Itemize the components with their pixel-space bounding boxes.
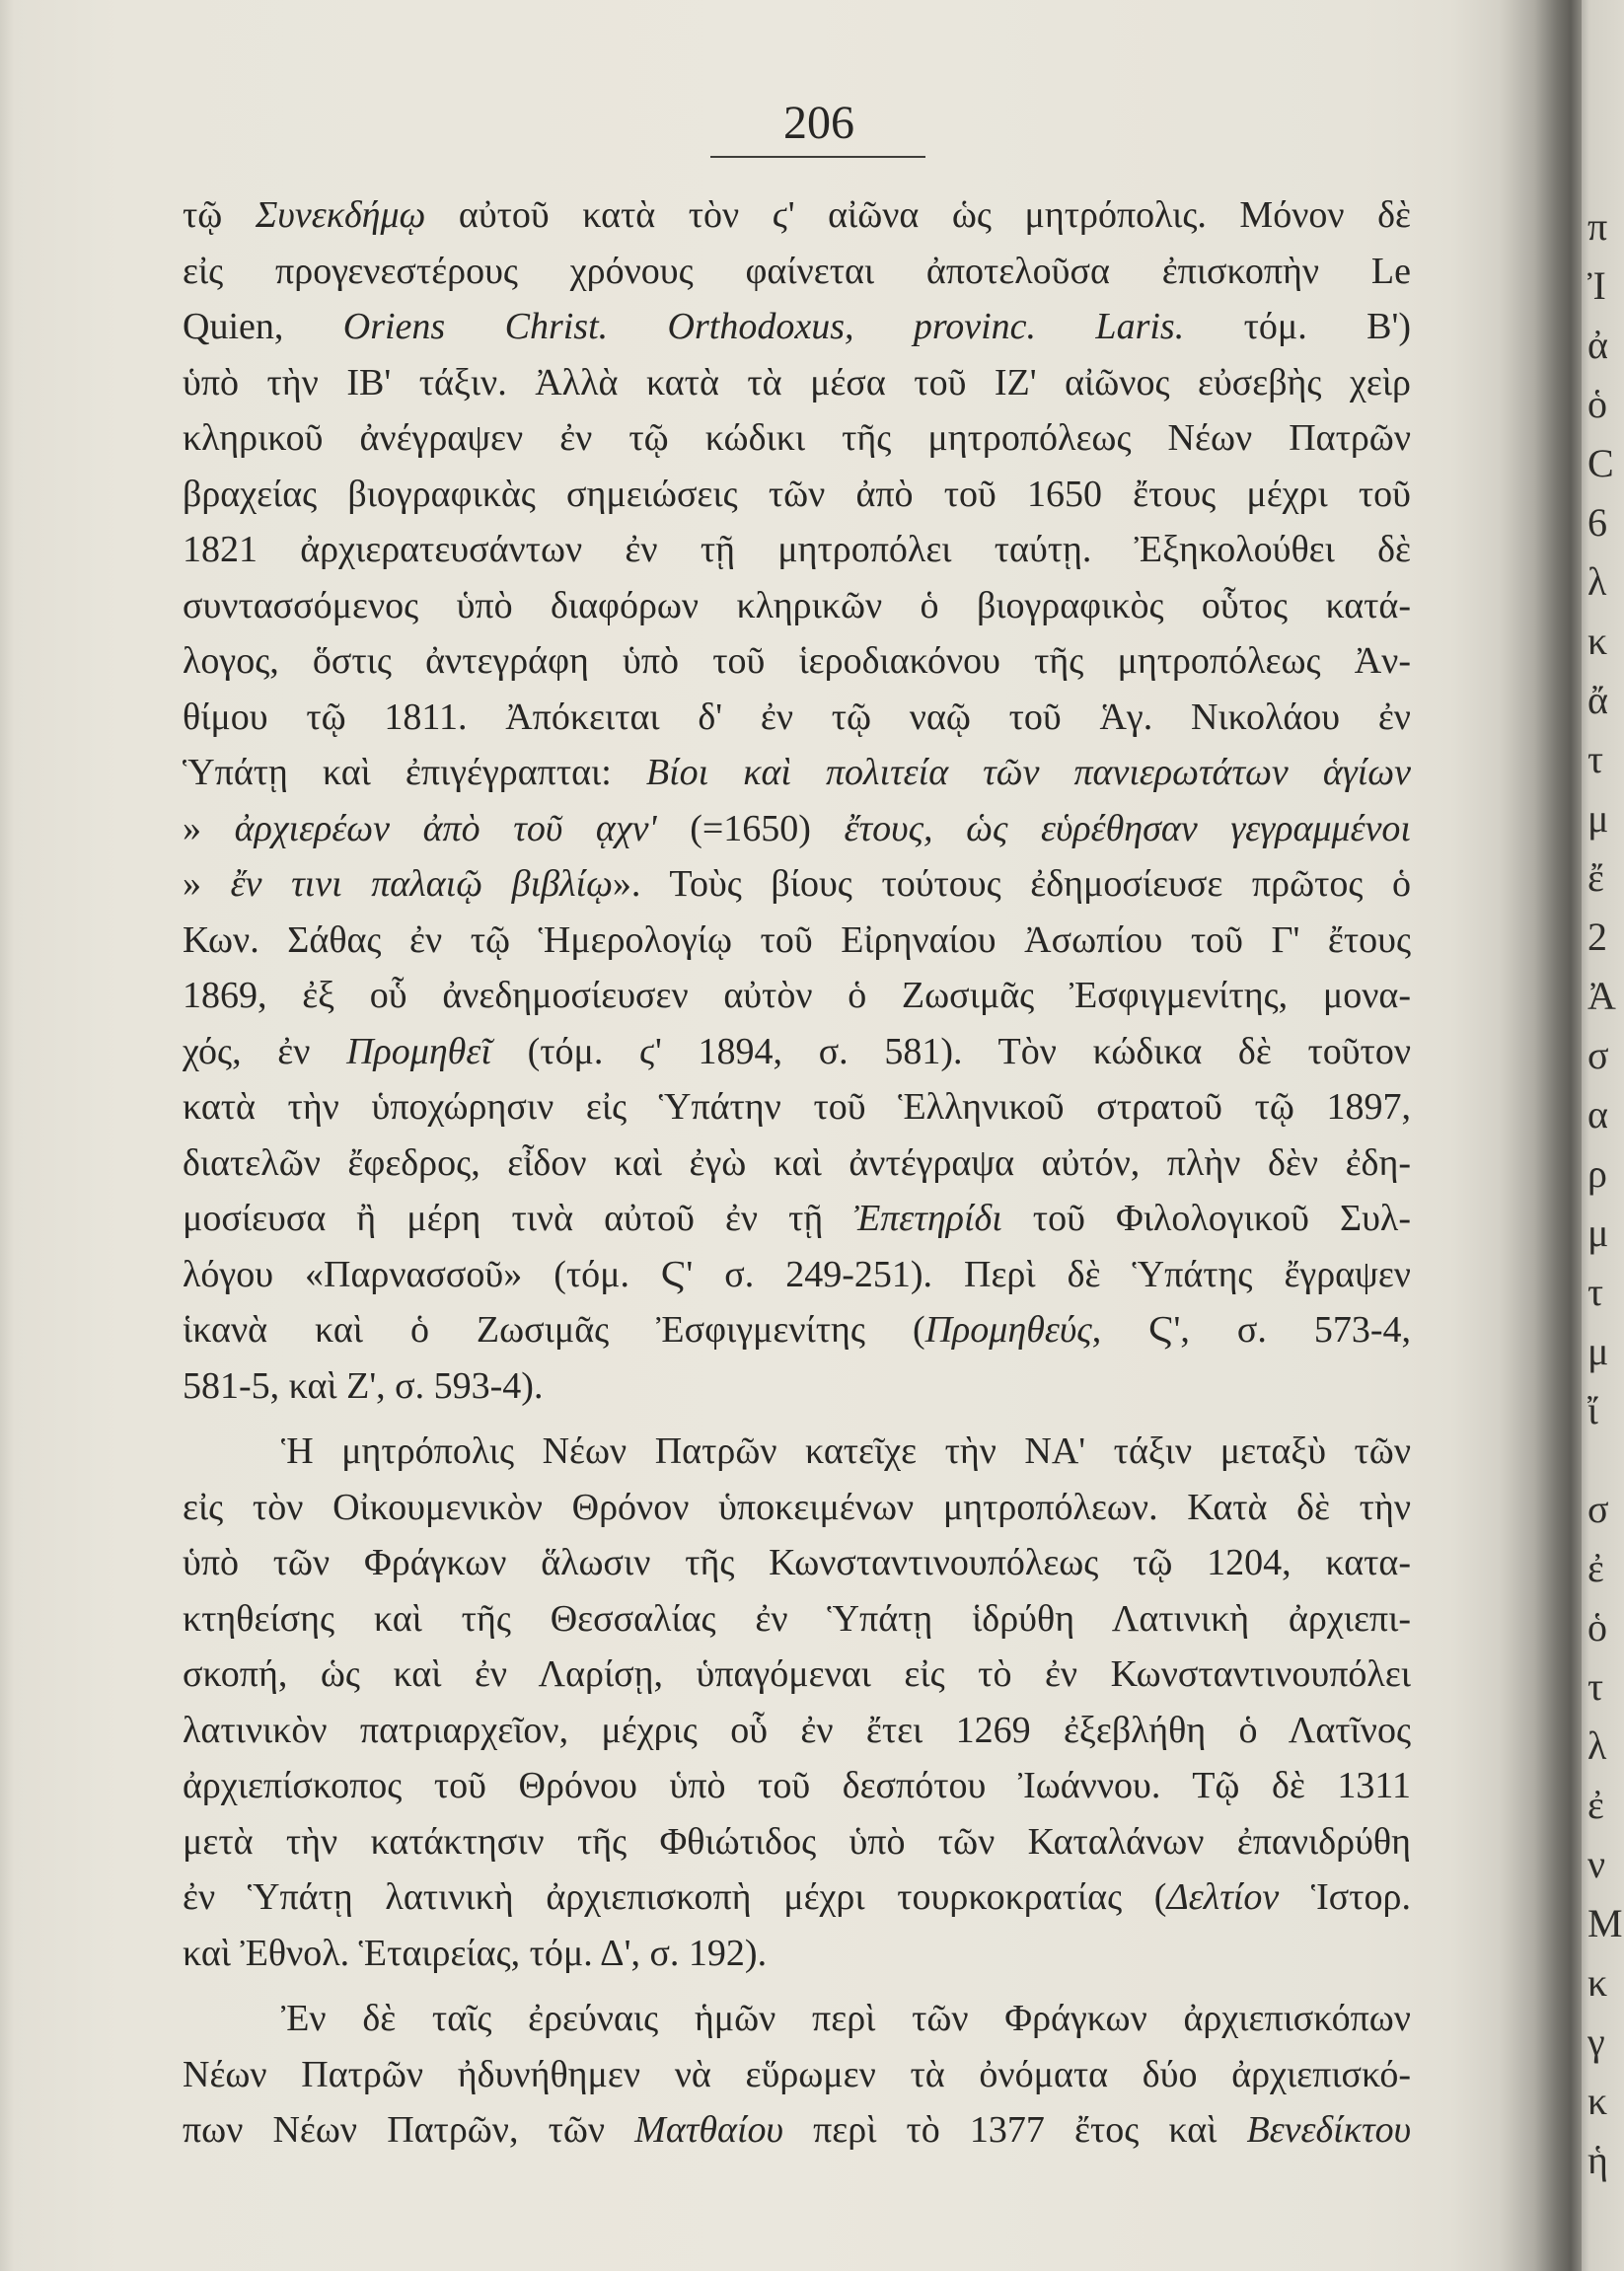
text-line <box>183 1535 1411 1591</box>
italic-text-run: Βίοι καὶ πολιτεία τῶν πανιερωτάτων ἁγίων <box>645 752 1411 793</box>
facing-page-fragment: μ <box>1587 796 1609 841</box>
text-line <box>183 856 1411 913</box>
facing-page-fragment: τ <box>1587 737 1604 781</box>
text-run: λατινικὸν πατριαρχεῖον, μέχρις οὗ ἐν ἔτει 1269 ἐξεβλήθη ὁ Λατῖνος <box>183 1709 1411 1751</box>
text-line <box>183 2102 1411 2159</box>
italic-text-run: ἔν τινι παλαιῷ βιβλίῳ <box>230 863 613 905</box>
facing-page-fragment: σ <box>1587 1033 1609 1077</box>
text-line <box>183 1024 1411 1080</box>
text-run: εἰς τὸν Οἰκουμενικὸν Θρόνον ὑποκειμένων μητροπόλεων. Κατὰ δὲ τὴν <box>183 1486 1411 1528</box>
text-line <box>183 1814 1411 1870</box>
facing-page-fragment: τ <box>1587 1664 1604 1709</box>
text-run: πων Νέων Πατρῶν, τῶν <box>183 2109 635 2151</box>
facing-page-fragment: ρ <box>1587 1151 1607 1196</box>
text-run: λόγου «Παρνασσοῦ» (τόμ. Ϛ' σ. 249-251). Περὶ δὲ Ὑπάτης ἔγραψεν <box>183 1253 1411 1295</box>
facing-page-fragment: ὁ <box>1587 1605 1607 1649</box>
facing-page-fragment: Ἰ <box>1587 263 1606 308</box>
facing-page-fragment: κ <box>1587 619 1608 663</box>
text-line <box>183 1926 1411 1982</box>
text-line <box>183 1480 1411 1536</box>
text-run: Νέων Πατρῶν ἠδυνήθημεν νὰ εὕρωμεν τὰ ὀνόματα δύο ἀρχιεπισκό- <box>183 2053 1411 2095</box>
text-run: μοσίευσα ἢ μέρη τινὰ αὐτοῦ ἐν τῇ <box>183 1198 854 1239</box>
text-line <box>183 522 1411 578</box>
text-line <box>183 244 1411 300</box>
text-line <box>183 2047 1411 2103</box>
text-run: τῷ <box>183 194 256 236</box>
text-run: Κων. Σάθας ἐν τῷ Ἡμερολογίῳ τοῦ Εἰρηναίου Ἀσωπίου τοῦ Γ' ἔτους <box>183 918 1411 961</box>
text-line <box>183 467 1411 523</box>
facing-page-fragment: C <box>1587 441 1614 485</box>
text-run: λογος, ὅστις ἀντεγράφη ὑπὸ τοῦ ἱεροδιακόνου τῆς μητροπόλεως Ἀν- <box>183 640 1411 682</box>
facing-page-fragment: ἔ <box>1587 855 1604 900</box>
text-run: κληρικοῦ ἀνέγραψεν ἐν τῷ κώδικι τῆς μητροπόλεως Νέων Πατρῶν <box>183 417 1411 459</box>
body-text <box>183 187 1411 2159</box>
facing-page-fragment: μ <box>1587 1329 1609 1373</box>
facing-page-fragments <box>1582 197 1624 2190</box>
facing-page-fragment: κ <box>1587 1960 1608 2005</box>
text-run: Ἡ μητρόπολις Νέων Πατρῶν κατεῖχε τὴν ΝΑ' τάξιν μεταξὺ τῶν <box>281 1430 1411 1472</box>
text-line <box>183 633 1411 690</box>
text-line <box>183 1424 1411 1480</box>
facing-page-fragment: ἐ <box>1587 1546 1604 1590</box>
facing-page-fragment: κ <box>1587 2079 1608 2123</box>
text-run: ὑπὸ τῶν Φράγκων ἅλωσιν τῆς Κωνσταντινουπόλεως τῷ 1204, κατα- <box>183 1542 1411 1583</box>
page-number-rule <box>710 156 925 158</box>
text-run: εἰς προγενεστέρους χρόνους φαίνεται ἀποτελοῦσα ἐπισκοπὴν Le <box>183 250 1411 292</box>
text-run: βραχείας βιογραφικὰς σημειώσεις τῶν ἀπὸ τοῦ 1650 ἔτους μέχρι τοῦ <box>183 473 1411 515</box>
text-run: σκοπή, ὡς καὶ ἐν Λαρίσῃ, ὑπαγόμεναι εἰς τὸ ἐν Κωνσταντινουπόλει <box>183 1653 1411 1695</box>
facing-page-fragment: μ <box>1587 1210 1609 1255</box>
text-run: μετὰ τὴν κατάκτησιν τῆς Φθιώτιδος ὑπὸ τῶν Καταλάνων ἐπανιδρύθη <box>183 1820 1411 1863</box>
text-run: 581-5, καὶ Ζ', σ. 593-4). <box>183 1364 544 1407</box>
text-line <box>183 1191 1411 1247</box>
facing-page-fragment: ἀ <box>1587 323 1608 367</box>
facing-page-fragment: π <box>1587 204 1608 249</box>
text-line <box>183 1136 1411 1192</box>
text-run: κατὰ τὴν ὑποχώρησιν εἰς Ὑπάτην τοῦ Ἑλληνικοῦ στρατοῦ τῷ 1897, <box>183 1086 1411 1128</box>
text-run: τοῦ Φιλολογικοῦ Συλ- <box>1001 1198 1411 1239</box>
text-line <box>183 1358 1411 1415</box>
page-number: 206 <box>783 97 854 149</box>
facing-page-fragment: γ <box>1587 2019 1605 2064</box>
text-run: » <box>183 863 231 905</box>
text-line <box>183 1991 1411 2047</box>
italic-text-run: Συνεκδήμῳ <box>255 194 426 236</box>
facing-page-fragment: ἡ <box>1587 2138 1608 2182</box>
facing-page-edge <box>1582 0 1624 2271</box>
text-line <box>183 410 1411 467</box>
text-line <box>183 299 1411 355</box>
text-run: τόμ. Β') <box>1184 306 1411 347</box>
facing-page-fragment: 2 <box>1587 915 1607 959</box>
facing-page-fragment: ἴ <box>1587 1388 1598 1432</box>
text-run: » <box>183 807 235 849</box>
italic-text-run: Oriens Christ. Orthodoxus, provinc. Laris. <box>342 306 1185 347</box>
text-line <box>183 1703 1411 1759</box>
text-run: ἀρχιεπίσκοπος τοῦ Θρόνου ὑπὸ τοῦ δεσπότου Ἰωάννου. Τῷ δὲ 1311 <box>183 1765 1411 1806</box>
facing-page-fragment: ἐ <box>1587 1783 1604 1827</box>
italic-text-run: ἀρχιερέων ἀπὸ τοῦ ᾳχν' <box>234 807 657 849</box>
text-line <box>183 355 1411 411</box>
facing-page-fragment: 6 <box>1587 500 1607 545</box>
text-line <box>183 1647 1411 1703</box>
facing-page-fragment: ὁ <box>1587 382 1607 426</box>
text-run: αὐτοῦ κατὰ τὸν ϛ' αἰῶνα ὡς μητρόπολις. Μόνον δὲ <box>425 194 1411 236</box>
text-line <box>183 1869 1411 1926</box>
text-run: ἱκανὰ καὶ ὁ Ζωσιμᾶς Ἐσφιγμενίτης ( <box>183 1309 925 1351</box>
text-run: χός, ἐν <box>183 1030 347 1072</box>
text-line <box>183 913 1411 969</box>
text-run: διατελῶν ἔφεδρος, εἶδον καὶ ἐγὼ καὶ ἀντέγραψα αὐτόν, πλὴν δὲν ἐδη- <box>183 1141 1411 1184</box>
text-line <box>183 968 1411 1024</box>
text-run: (τόμ. ϛ' 1894, σ. 581). Τὸν κώδικα δὲ τοῦτον <box>490 1030 1412 1072</box>
text-run: ». Τοὺς βίους τούτους ἐδημοσίευσε πρῶτος ὁ <box>612 863 1412 905</box>
text-line <box>183 745 1411 801</box>
italic-text-run: Δελτίον <box>1166 1876 1280 1918</box>
facing-page-fragment: ἄ <box>1587 678 1608 722</box>
italic-text-run: Προμηθεῖ <box>346 1030 491 1072</box>
text-run: θίμου τῷ 1811. Ἀπόκειται δ' ἐν τῷ ναῷ τοῦ Ἁγ. Νικολάου ἐν <box>183 696 1411 738</box>
text-run: Ἐν δὲ ταῖς ἐρεύναις ἡμῶν περὶ τῶν Φράγκων ἀρχιεπισκόπων <box>281 1998 1411 2039</box>
text-run: περὶ τὸ 1377 ἔτος καὶ <box>782 2109 1247 2151</box>
text-run: ἐν Ὑπάτῃ λατινικὴ ἀρχιεπισκοπὴ μέχρι τουρκοκρατίας ( <box>183 1876 1167 1918</box>
facing-page-fragment: Ἀ <box>1587 974 1616 1018</box>
facing-page-fragment: σ <box>1587 1487 1609 1531</box>
text-run: συντασσόμενος ὑπὸ διαφόρων κληρικῶν ὁ βιογραφικὸς οὗτος κατά- <box>183 584 1411 626</box>
text-run: 1869, ἐξ οὗ ἀνεδημοσίευσεν αὐτὸν ὁ Ζωσιμᾶς Ἐσφιγμενίτης, μονα- <box>183 975 1411 1016</box>
facing-page-fragment: λ <box>1587 559 1607 604</box>
text-line <box>183 187 1411 244</box>
text-line <box>183 690 1411 746</box>
facing-page-fragment: τ <box>1587 1270 1604 1314</box>
text-run: , Ϛ', σ. 573-4, <box>1091 1309 1411 1351</box>
text-line <box>183 1758 1411 1814</box>
text-run: ὑπὸ τὴν ΙΒ' τάξιν. Ἀλλὰ κατὰ τὰ μέσα τοῦ ΙΖ' αἰῶνος εὐσεβὴς χεὶρ <box>183 361 1411 403</box>
paragraph <box>183 1991 1411 2159</box>
paragraph <box>183 187 1411 1414</box>
text-run: κτηθείσης καὶ τῆς Θεσσαλίας ἐν Ὑπάτῃ ἱδρύθη Λατινικὴ ἀρχιεπι- <box>183 1597 1411 1640</box>
facing-page-fragment: α <box>1587 1092 1608 1136</box>
text-run: Quien, <box>183 306 343 347</box>
book-gutter-shadow <box>1450 0 1582 2271</box>
text-run: καὶ Ἐθνολ. Ἑταιρείας, τόμ. Δ', σ. 192). <box>183 1932 768 1974</box>
text-line <box>183 1591 1411 1648</box>
text-line <box>183 1079 1411 1136</box>
text-line <box>183 1302 1411 1358</box>
text-run: Ἱστορ. <box>1279 1876 1411 1918</box>
facing-page-fragment: λ <box>1587 1723 1607 1768</box>
text-run: (=1650) <box>656 807 845 849</box>
text-line <box>183 578 1411 634</box>
text-run: Ὑπάτῃ καὶ ἐπιγέγραπται: <box>183 752 646 793</box>
facing-page-fragment: ν <box>1587 1842 1606 1886</box>
italic-text-run: Βενεδίκτου <box>1246 2109 1412 2151</box>
text-line <box>183 801 1411 857</box>
paragraph <box>183 1424 1411 1981</box>
text-run: 1821 ἀρχιερατευσάντων ἐν τῇ μητροπόλει ταύτῃ. Ἐξηκολούθει δὲ <box>183 529 1411 570</box>
facing-page-fragment: Μ <box>1587 1901 1623 1945</box>
italic-text-run: Προμηθεύς <box>924 1309 1092 1351</box>
italic-text-run: Ματθαίου <box>634 2109 783 2151</box>
italic-text-run: ἔτους, ὡς εὑρέθησαν γεγραμμένοι <box>844 807 1411 849</box>
italic-text-run: Ἐπετηρίδι <box>853 1198 1002 1239</box>
text-line <box>183 1247 1411 1303</box>
